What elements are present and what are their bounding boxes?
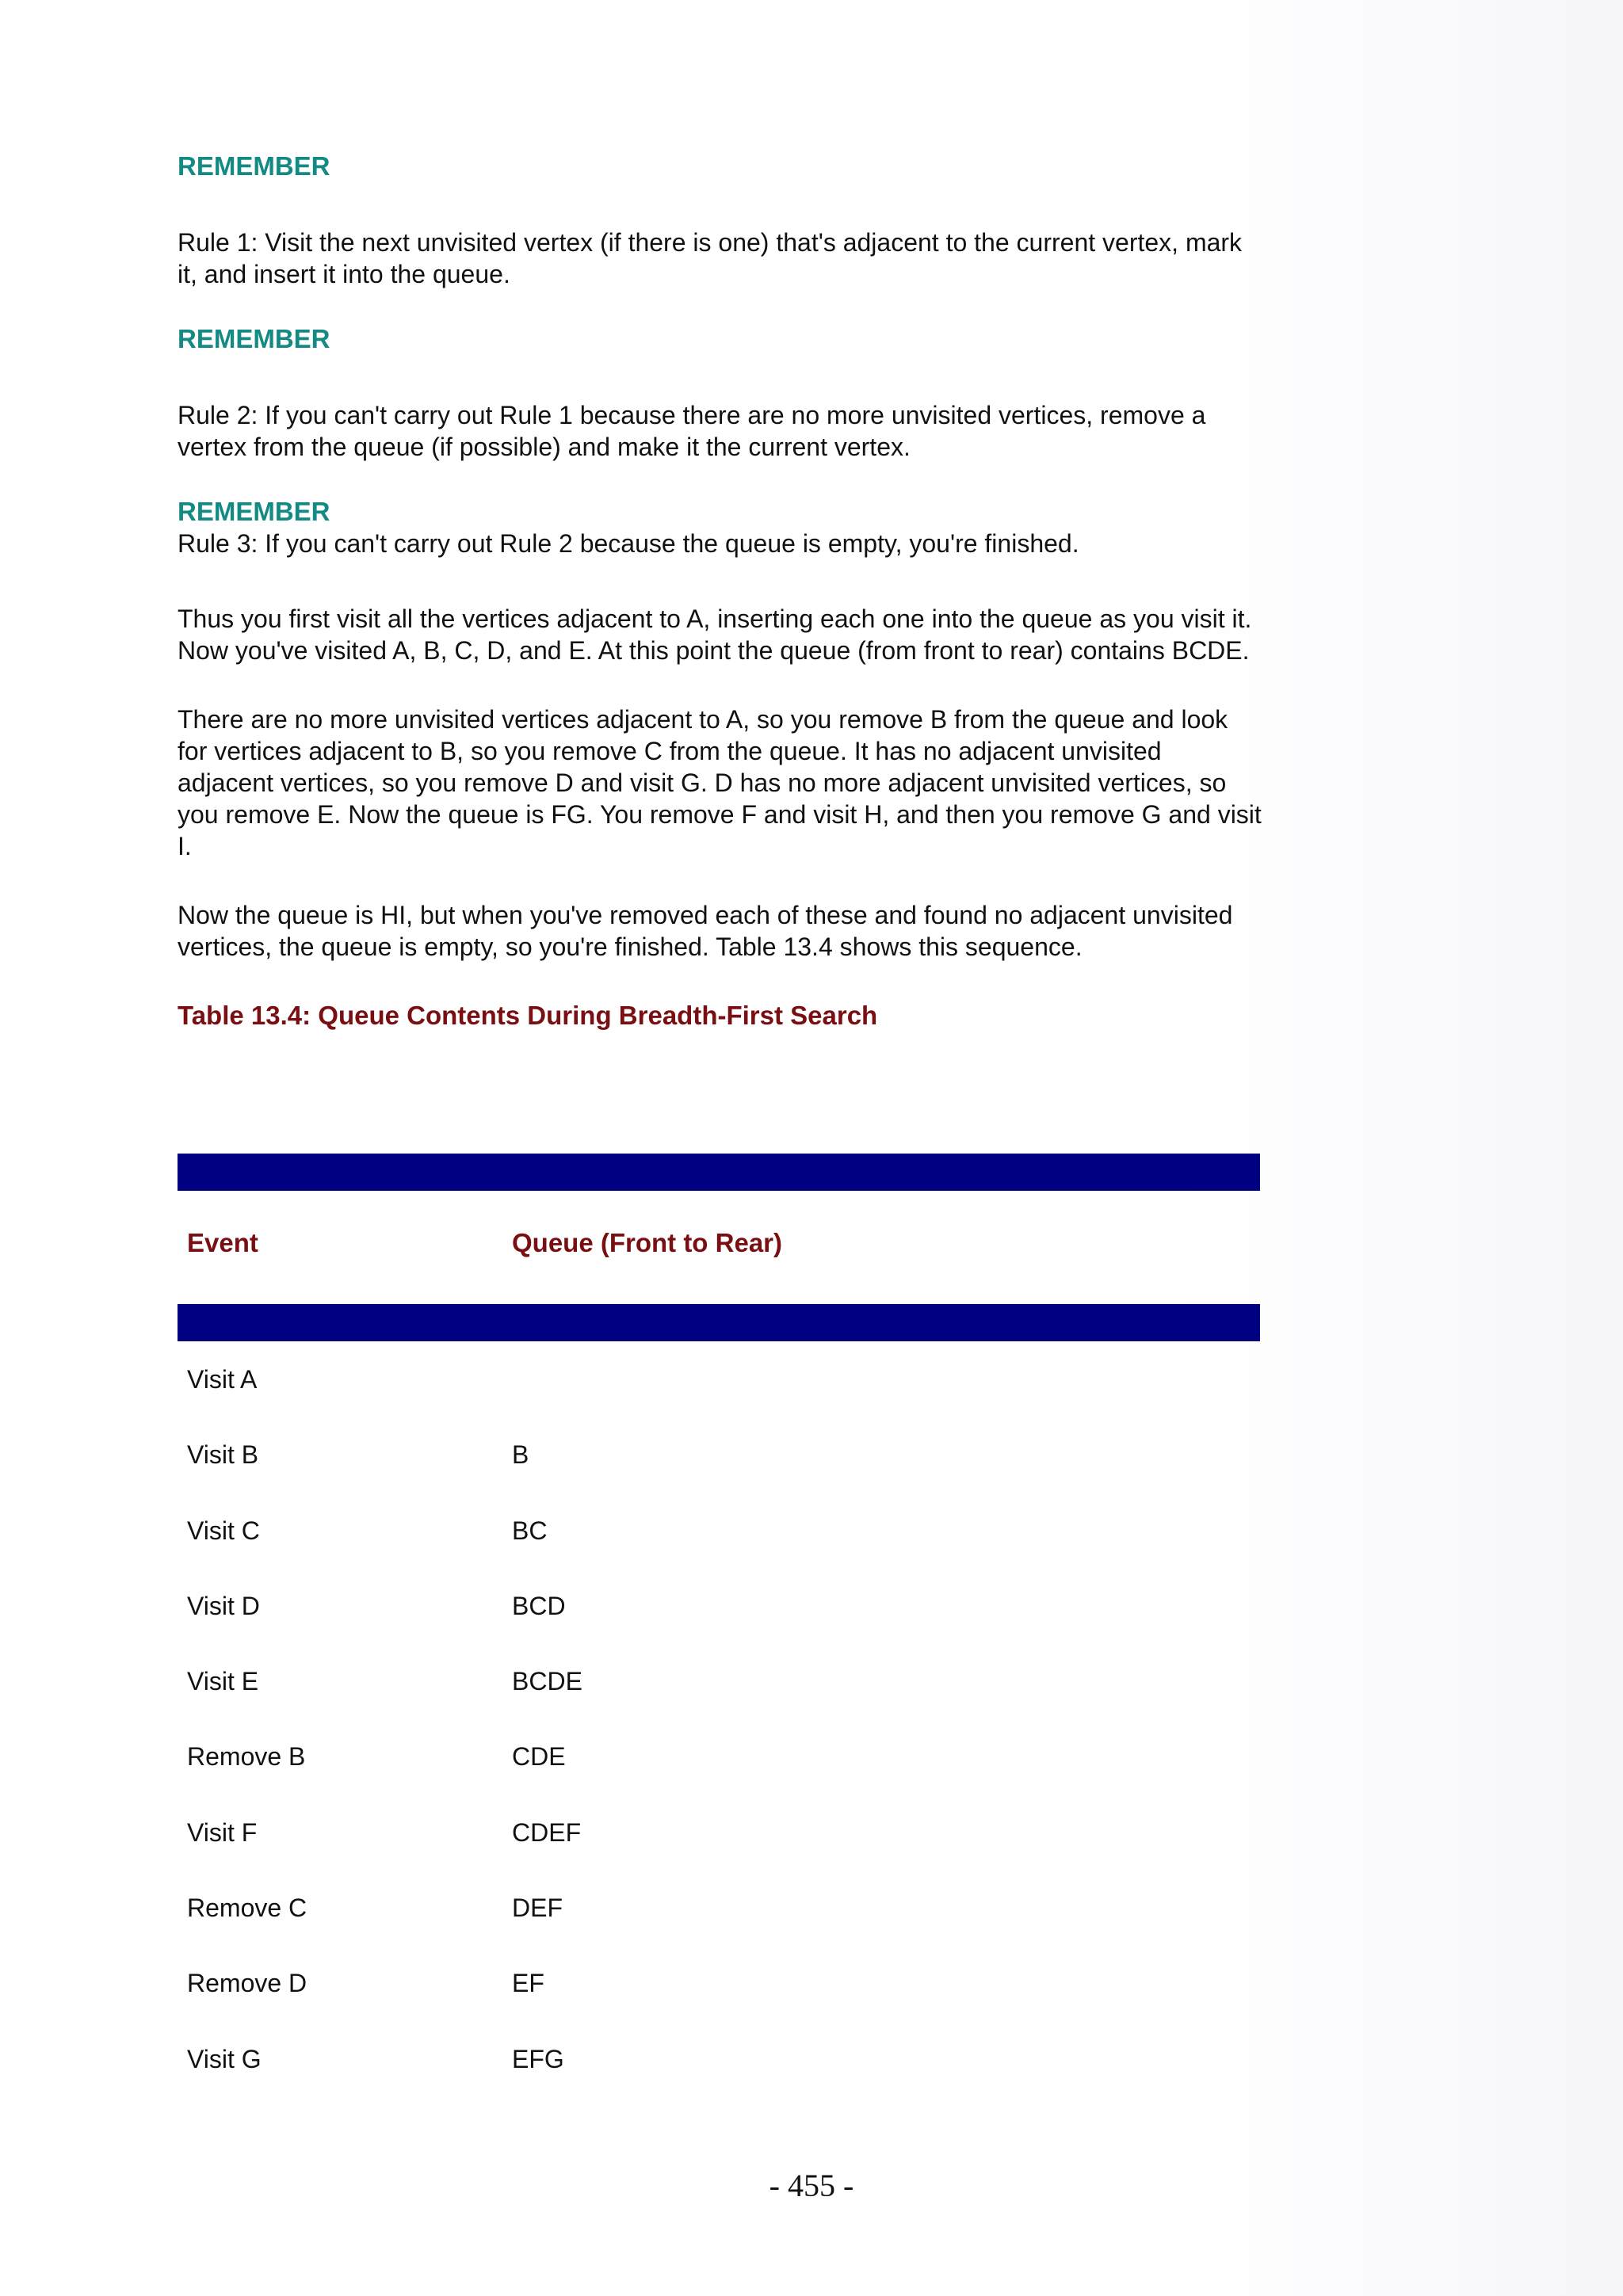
paragraph-3: Now the queue is HI, but when you've removed each of these and found no adjacent unvisited vertices, the queue is empty, so you're finished. Table 13.4 shows this sequence. xyxy=(178,901,1233,961)
event-cell: Remove C xyxy=(187,1894,307,1923)
header-event: Event xyxy=(187,1228,258,1257)
paragraph-1: Thus you first visit all the vertices adjacent to A, inserting each one into the queue as you visit it. Now you've visited A, B, C, D, and E. At this point the queue (from front to rear) contains BCDE. xyxy=(178,605,1252,665)
table-row xyxy=(178,2021,1260,2096)
event-cell: Visit B xyxy=(187,1440,259,1470)
queue-cell: CDEF xyxy=(512,1817,582,1847)
rule-2-text: Rule 2: If you can't carry out Rule 1 because there are no more unvisited vertices, remove a vertex from the queue (if possible) and make it the current vertex. xyxy=(178,401,1206,461)
remember-heading-1: REMEMBER xyxy=(178,151,330,181)
remember-heading-3: REMEMBER xyxy=(178,497,330,526)
queue-cell: CDE xyxy=(512,1742,566,1772)
table-row xyxy=(178,1417,1260,1492)
event-cell: Visit D xyxy=(187,1591,260,1620)
page-number: - 455 - xyxy=(769,2168,854,2203)
table-caption: Table 13.4: Queue Contents During Breadth-First Search xyxy=(178,1001,878,1030)
queue-cell: BCD xyxy=(512,1591,566,1620)
table-row xyxy=(178,1643,1260,1718)
remember-heading-2: REMEMBER xyxy=(178,324,330,353)
queue-cell: EFG xyxy=(512,2044,564,2073)
queue-cell: DEF xyxy=(512,1894,563,1923)
paragraph-2: There are no more unvisited vertices adjacent to A, so you remove B from the queue and look for vertices adjacent to B, so you remove C from the queue. It has no adjacent unvisited adjacent vertices, so you remove D and visit G. D has no more adjacent unvisited vertices, so you remove E. Now the queue is FG. You remove F and visit H, and then you remove G and visit I. xyxy=(178,705,1262,860)
table-row xyxy=(178,1493,1260,1568)
table-row xyxy=(178,1568,1260,1643)
table-header-bar xyxy=(178,1304,1260,1341)
rule-1-text: Rule 1: Visit the next unvisited vertex (if there is one) that's adjacent to the current vertex, mark it, and insert it into the queue. xyxy=(178,228,1243,288)
text-content xyxy=(178,151,1263,1032)
table-row xyxy=(178,1794,1260,1870)
table-row xyxy=(178,1945,1260,2020)
table-row xyxy=(178,1718,1260,1794)
queue-cell: BC xyxy=(512,1516,548,1545)
table-top-bar xyxy=(178,1154,1260,1191)
event-cell: Visit A xyxy=(187,1365,258,1394)
queue-table xyxy=(178,1154,1260,2096)
event-cell: Visit C xyxy=(187,1516,260,1545)
event-cell: Remove D xyxy=(187,1969,307,1998)
event-cell: Remove B xyxy=(187,1742,306,1772)
table-header-row xyxy=(178,1191,1260,1304)
queue-cell: B xyxy=(512,1440,529,1470)
rule-3-text: Rule 3: If you can't carry out Rule 2 because the queue is empty, you're finished. xyxy=(178,529,1079,558)
table-row xyxy=(178,1870,1260,1945)
queue-cell: EF xyxy=(512,1969,544,1998)
event-cell: Visit G xyxy=(187,2044,262,2073)
queue-cell: BCDE xyxy=(512,1667,582,1696)
event-cell: Visit E xyxy=(187,1667,259,1696)
header-queue: Queue (Front to Rear) xyxy=(512,1228,783,1257)
event-cell: Visit F xyxy=(187,1817,258,1847)
table-row xyxy=(178,1341,1260,1417)
